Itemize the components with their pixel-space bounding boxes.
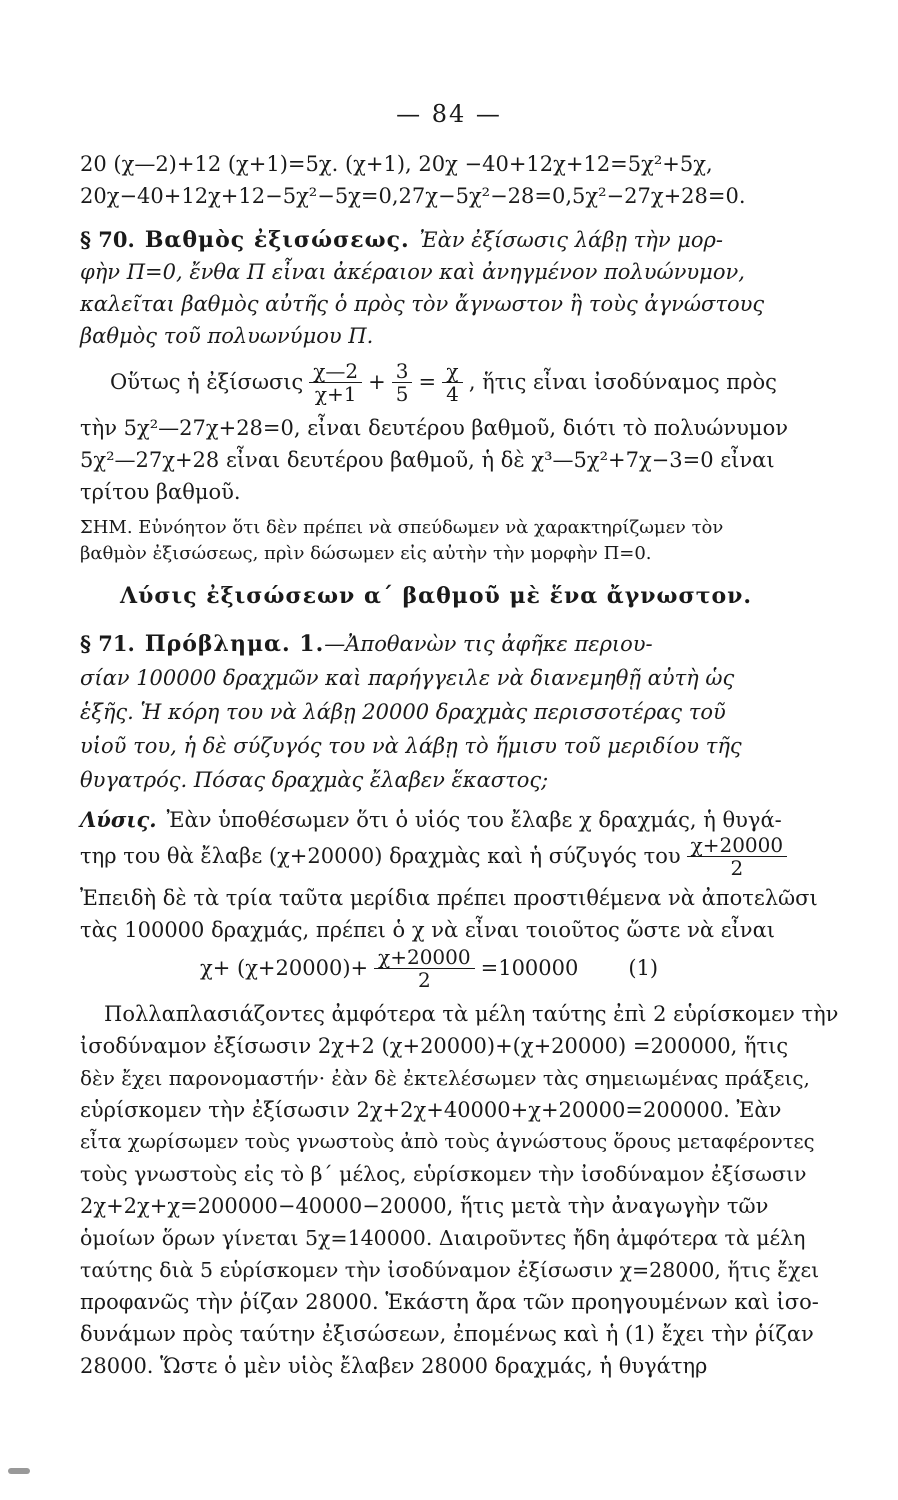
solution-text: Ἐὰν ὑποθέσωμεν ὅτι ὁ υἱός του ἔλαβε χ δραχμάς, ἡ θυγά- [166, 808, 782, 832]
section-heading: Βαθμὸς ἐξισώσεως. [144, 227, 410, 253]
text-line-6: βαθμὸς τοῦ πολυωνύμου Π. [80, 324, 374, 348]
text-line-25: δὲν ἔχει παρονομαστήν· ἐὰν δὲ ἐκτελέσωμεν τὰς σημειωμένας πράξεις, [80, 1066, 810, 1090]
page-number: — 84 — [396, 100, 502, 128]
text-line-10: τρίτου βαθμοῦ. [80, 480, 241, 504]
text-line-21: τὰς 100000 δραχμάς, πρέπει ὁ χ νὰ εἶναι τοιοῦτος ὥστε νὰ εἶναι [80, 918, 775, 942]
main-eq-fraction-den: 2 [417, 967, 431, 992]
spouse-fraction-den: 2 [730, 855, 744, 880]
equation-example-line [110, 358, 820, 406]
solution-line-2 [80, 832, 820, 880]
text-line-30: ὁμοίων ὅρων γίνεται 5χ=140000. Διαιροῦντες ἤδη ἀμφότερα τὰ μέλη [80, 1226, 806, 1250]
fraction-3-num: χ [442, 360, 462, 383]
fraction-1-num: χ—2 [309, 360, 362, 383]
text-line-24: ἰσοδύναμον ἐξίσωσιν 2χ+2 (χ+20000)+(χ+20000) =200000, ἥτις [80, 1034, 789, 1058]
eq-intro: Οὕτως ἡ ἐξίσωσις [110, 370, 304, 394]
text-line-27: εἶτα χωρίσωμεν τοὺς γνωστοὺς ἀπὸ τοὺς ἀγνώστους ὅρους μεταφέροντες [80, 1130, 815, 1153]
spouse-fraction-num: χ+20000 [687, 834, 788, 857]
fraction-1 [309, 360, 362, 405]
equation-tag: (1) [628, 956, 659, 980]
solution-label: Λύσις. [80, 807, 157, 832]
main-eq-left: χ+ (χ+20000)+ [200, 956, 369, 980]
problem-heading: Πρόβλημα. 1. [144, 631, 325, 657]
note-line-1: ΣΗΜ. Εὐνόητον ὅτι δὲν πρέπει νὰ σπεύδωμεν νὰ χαρακτηρίζωμεν τὸν [80, 517, 724, 538]
spouse-share-fraction [687, 834, 788, 879]
text-line-32: προφανῶς τὴν ῥίζαν 28000. Ἑκάστη ἄρα τῶν προηγουμένων καὶ ἰσο- [80, 1290, 819, 1314]
fraction-3-den: 4 [446, 381, 459, 406]
text-line-2: 20χ−40+12χ+12−5χ²−5χ=0,27χ−5χ²−28=0,5χ²−27χ+28=0. [80, 184, 746, 208]
text-line-9: 5χ²—27χ+28 εἶναι δευτέρου βαθμοῦ, ἡ δὲ χ³—5χ²+7χ−3=0 εἶναι [80, 448, 775, 472]
text-line-20: Ἐπειδὴ δὲ τὰ τρία ταῦτα μερίδια πρέπει προστιθέμενα νὰ ἀποτελῶσι [80, 886, 818, 910]
main-equation [200, 944, 800, 992]
text-line-34: 28000. Ὥστε ὁ μὲν υἱὸς ἔλαβεν 28000 δραχμάς, ἡ θυγάτηρ [80, 1354, 708, 1378]
text-line-31: ταύτης διὰ 5 εὑρίσκομεν τὴν ἰσοδύναμον ἐξίσωσιν χ=28000, ἥτις ἔχει [80, 1258, 820, 1282]
text-line-23: Πολλαπλασιάζοντες ἀμφότερα τὰ μέλη ταύτης ἐπὶ 2 εὑρίσκομεν τὴν [104, 1002, 839, 1026]
fraction-2-num: 3 [392, 360, 413, 383]
solution-line-2-text: τηρ του θὰ ἔλαβε (χ+20000) δραχμὰς καὶ ἡ σύζυγός του [80, 844, 681, 868]
problem-line-2: σίαν 100000 δραχμῶν καὶ παρήγγειλε νὰ διανεμηθῇ αὐτὴ ὡς [80, 666, 735, 690]
section-number: § 70. [80, 227, 135, 252]
fraction-1-den: χ+1 [314, 381, 357, 406]
section-71-line [80, 630, 820, 658]
problem-line-3: ἑξῆς. Ἡ κόρη του νὰ λάβῃ 20000 δραχμὰς περισσοτέρας τοῦ [80, 700, 726, 724]
plus-sign: + [368, 370, 386, 394]
text-line-33: δυνάμων πρὸς ταύτην ἐξισώσεων, ἐπομένως καὶ ἡ (1) ἔχει τὴν ῥίζαν [80, 1322, 814, 1346]
text-line-29: 2χ+2χ+χ=200000−40000−20000, ἥτις μετὰ τὴν ἀναγωγὴν τῶν [80, 1194, 769, 1218]
text-line-4: φὴν Π=0, ἔνθα Π εἶναι ἀκέραιον καὶ ἀνηγμένον πολυώνυμον, [80, 260, 745, 284]
scan-speck [8, 1468, 30, 1474]
text-line-8: τὴν 5χ²—27χ+28=0, εἶναι δευτέρου βαθμοῦ, διότι τὸ πολυώνυμον [80, 416, 788, 440]
main-eq-right: =100000 [480, 956, 579, 980]
section-text: Ἐὰν ἐξίσωσις λάβῃ τὴν μορ- [419, 228, 724, 252]
note-line-2: βαθμὸν ἐξισώσεως, πρὶν δώσωμεν εἰς αὐτὴν τὴν μορφὴν Π=0. [80, 543, 652, 564]
section-71-number: § 71. [80, 631, 135, 656]
problem-line-4: υἱοῦ του, ἡ δὲ σύζυγός του νὰ λάβῃ τὸ ἥμισυ τοῦ μεριδίου τῆς [80, 734, 742, 758]
text-line-1: 20 (χ—2)+12 (χ+1)=5χ. (χ+1), 20χ −40+12χ+12=5χ²+5χ, [80, 152, 713, 176]
fraction-2-den: 5 [395, 381, 409, 406]
equals-sign: = [418, 370, 437, 394]
section-70-line [80, 226, 820, 254]
problem-line-5: θυγατρός. Πόσας δραχμὰς ἔλαβεν ἕκαστος; [80, 768, 549, 792]
problem-text: —Ἀποθανὼν τις ἀφῆκε περιου- [324, 632, 653, 656]
subsection-heading: Λύσις ἐξισώσεων α΄ βαθμοῦ μὲ ἕνα ἄγνωστον. [120, 583, 753, 609]
main-eq-fraction-num: χ+20000 [374, 946, 475, 969]
text-line-28: τοὺς γνωστοὺς εἰς τὸ β΄ μέλος, εὑρίσκομεν τὴν ἰσοδύναμον ἐξίσωσιν [80, 1162, 807, 1186]
main-eq-fraction [374, 946, 475, 991]
solution-line-1 [80, 806, 820, 834]
text-line-5: καλεῖται βαθμὸς αὐτῆς ὁ πρὸς τὸν ἄγνωστον ἢ τοὺς ἀγνώστους [80, 292, 765, 316]
fraction-3 [442, 360, 463, 405]
eq-post: , ἥτις εἶναι ἰσοδύναμος πρὸς [468, 370, 777, 394]
fraction-2 [392, 360, 413, 405]
text-line-26: εὑρίσκομεν τὴν ἐξίσωσιν 2χ+2χ+40000+χ+20000=200000. Ἐὰν [80, 1098, 782, 1122]
